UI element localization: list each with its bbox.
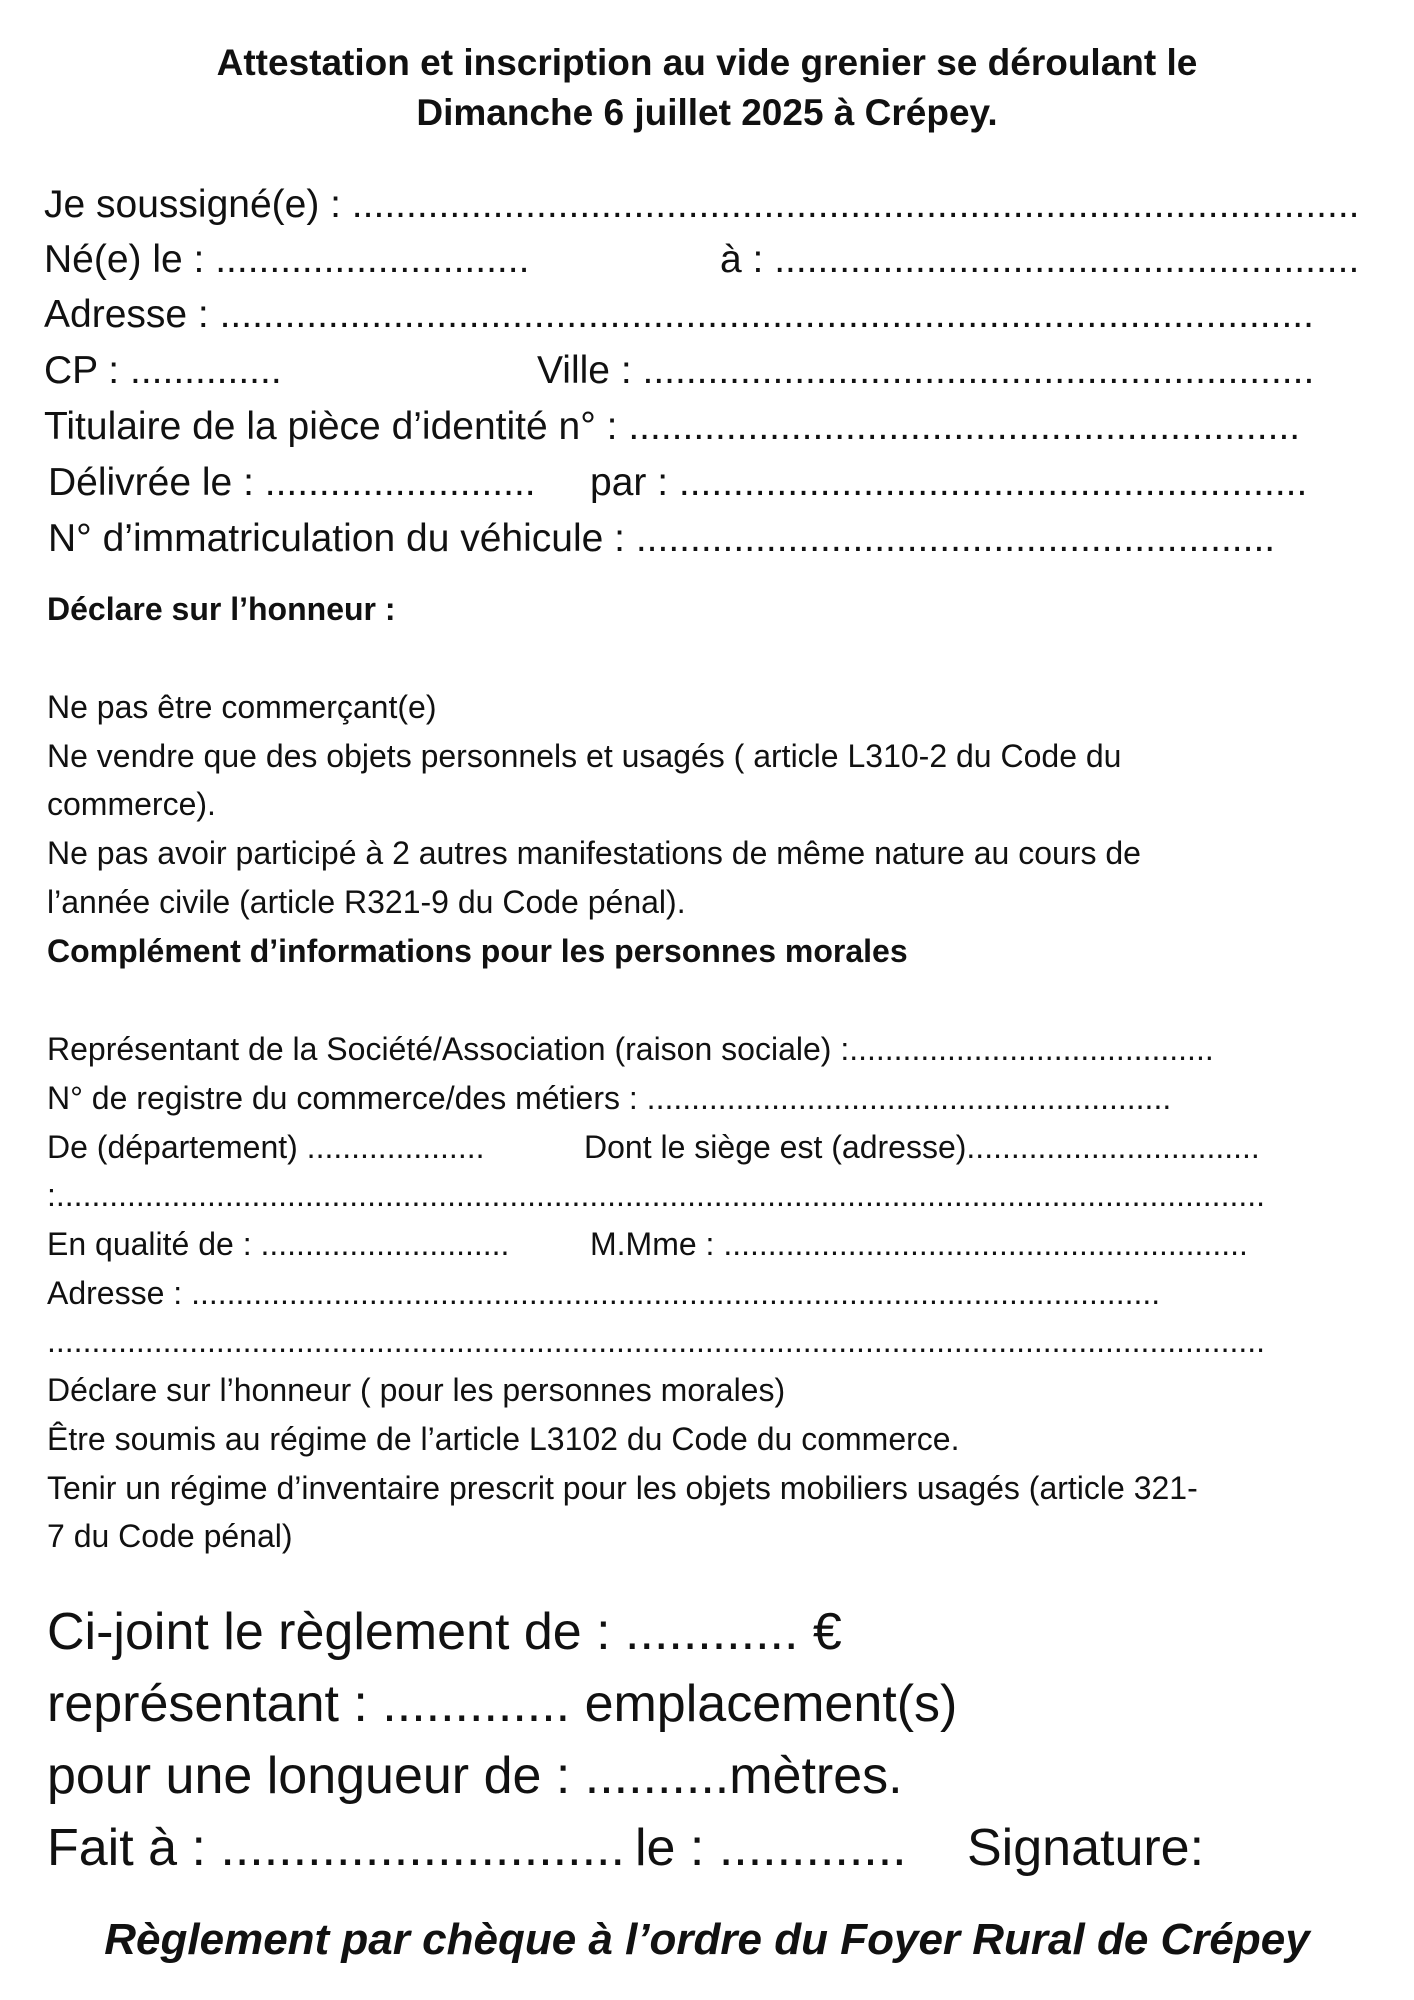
field-fait-a[interactable]: Fait à : ............................	[47, 1819, 625, 1877]
declaration-line-5: l’année civile (article R321-9 du Code pénal).	[47, 884, 686, 920]
field-departement[interactable]: De (département) ....................	[47, 1129, 485, 1165]
morales-inventaire-cont: 7 du Code pénal)	[47, 1518, 293, 1554]
declaration-line-2: Ne vendre que des objets personnels et usagés ( article L310-2 du Code du	[47, 738, 1122, 774]
field-qualite[interactable]: En qualité de : ............................	[47, 1226, 510, 1262]
field-morale-adresse-cont[interactable]: .........................................................................................................................................	[47, 1323, 1266, 1359]
field-soussigne[interactable]: Je soussigné(e) : .............................................................................................	[44, 183, 1360, 226]
field-cp[interactable]: CP : ..............	[44, 349, 282, 392]
field-lieu-naissance[interactable]: à : ......................................................	[720, 238, 1360, 281]
field-ne-le[interactable]: Né(e) le : .............................	[44, 238, 530, 281]
title-line-2: Dimanche 6 juillet 2025 à Crépey.	[416, 92, 998, 133]
signature-label: Signature:	[967, 1819, 1205, 1877]
declaration-line-3: commerce).	[47, 786, 216, 822]
field-date-signature[interactable]: le : .............	[635, 1819, 907, 1877]
field-longueur[interactable]: pour une longueur de : ..........mètres.	[47, 1747, 903, 1805]
field-morale-adresse[interactable]: Adresse : .............................................................................................................	[47, 1275, 1161, 1311]
field-piece-identite[interactable]: Titulaire de la pièce d’identité n° : ..............................................................	[44, 405, 1301, 448]
morales-regime: Être soumis au régime de l’article L3102 du Code du commerce.	[47, 1421, 960, 1457]
field-m-mme[interactable]: M.Mme : ...........................................................	[590, 1226, 1248, 1262]
field-montant-reglement[interactable]: Ci-joint le règlement de : ............ €	[47, 1603, 842, 1661]
field-registre-commerce[interactable]: N° de registre du commerce/des métiers : ...........................................................	[47, 1080, 1172, 1116]
field-siege-adresse[interactable]: Dont le siège est (adresse).................................	[584, 1129, 1260, 1165]
field-siege-adresse-cont[interactable]: :........................................................................................................................................	[47, 1177, 1266, 1213]
declaration-heading: Déclare sur l’honneur :	[47, 591, 396, 627]
field-immatriculation[interactable]: N° d’immatriculation du véhicule : ...........................................................	[48, 517, 1276, 560]
declaration-line-4: Ne pas avoir participé à 2 autres manifestations de même nature au cours de	[47, 835, 1141, 871]
document-title	[0, 38, 1414, 138]
declaration-line-1: Ne pas être commerçant(e)	[47, 689, 437, 725]
morales-heading: Complément d’informations pour les personnes morales	[47, 933, 908, 969]
morales-inventaire: Tenir un régime d’inventaire prescrit pour les objets mobiliers usagés (article 321-	[47, 1470, 1198, 1506]
field-delivree-le[interactable]: Délivrée le : .........................	[48, 461, 536, 504]
field-ville[interactable]: Ville : ..............................................................	[537, 349, 1315, 392]
field-adresse[interactable]: Adresse : .....................................................................................................	[44, 293, 1314, 336]
field-delivree-par[interactable]: par : ..........................................................	[590, 461, 1308, 504]
title-line-1: Attestation et inscription au vide grenier se déroulant le	[216, 42, 1198, 83]
payment-note: Règlement par chèque à l’ordre du Foyer Rural de Crépey	[104, 1915, 1310, 1964]
field-emplacements[interactable]: représentant : ............. emplacement(s)	[47, 1675, 958, 1733]
field-representant-societe[interactable]: Représentant de la Société/Association (raison sociale) :.........................................	[47, 1031, 1214, 1067]
morales-declare: Déclare sur l’honneur ( pour les personnes morales)	[47, 1372, 786, 1408]
